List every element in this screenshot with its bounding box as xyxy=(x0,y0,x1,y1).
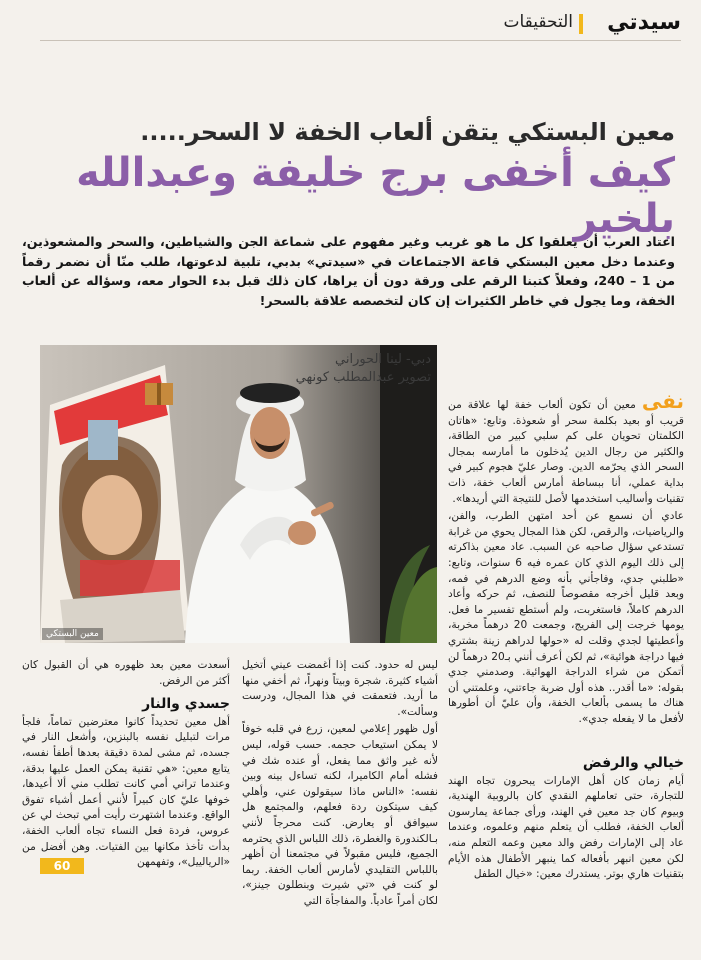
paragraph: أهل معين تحديداً كانوا معترضين تماماً، فلجأ مرات لتبليل نفسه بالبنزين، وأشعل النار في جسده، ثم مشى لمدة دقيقة بعدها أطفأ نفسه، يتابع معين: «هي تقنية يمكن العمل عليها بدقة، وعندما تراني أمي كانت تطلب مني ألا أعيدها، خوفها عليّ كان كبيراً لأنني أعمل أشياء تفوق الواقع. وعندما اشتهرت رأيت أمي تبحث لي عن عروس، فردة فعل النساء تجاه ألعاب الخفة، بدأت تأخذ مكانها بين الفتيات. وهن أفضل من «الريالييل»، وتفهمهن xyxy=(22,715,230,869)
credit-photographer: تصوير عبدالمطلب كونهي xyxy=(295,370,431,385)
photo-illustration xyxy=(40,345,437,643)
header-rule xyxy=(40,40,681,41)
paragraph: أسعدت معين بعد ظهوره هي أن القبول كان أكثر من الرفض. xyxy=(22,659,230,687)
column-right-bottom xyxy=(448,748,684,885)
article-subtitle: معين البستكي يتقن ألعاب الخفة لا السحر..... xyxy=(140,118,675,146)
article-photo xyxy=(40,345,437,643)
column-right-top xyxy=(448,389,684,729)
article-intro: اعتاد العرب أن يعلقوا كل ما هو غريب وغير مفهوم على شماعة الجن والشياطين، والسحر والمشعوذين، وعندما دخل معين البستكي قاعة الاجتماعات في «سيدتي» بدبي، تلبية لدعوتها، طلب منّا أن نضمر رقماً من 1 – 240، وفعلاً كتبنا الرقم على ورقة دون أن يراها، كان ذلك قبل بدء الحوار معه، وسؤاله عن ألعاب الخفة، وما يجول في خاطر الكثيرات إن كان لتخصصه علاقة بالسحر! xyxy=(22,234,676,308)
paragraph xyxy=(448,389,684,507)
paragraph: أول ظهور إعلامي لمعين، زرع في قلبه خوفاً لا يمكن استيعاب حجمه. حسب قوله، ليس لأنه غير واثق مما يفعل، أو عنده شك في فشله أمام الكاميرا، لكنه تساءل بينه وبين نفسه: «الناس ماذا سيقولون عني، وأهلي كيف سيتكون ردة فعلهم، والمجتمع هل سيوافق أو يعارض. كنت محرجاً لأنني بـالكندورة والغطرة، ذلك اللباس الذي يحترمه الجميع، فليس مقبولاً في مجتمعنا أن أظهر باللباس التقليدي لأمارس ألعاب الخفة. ربما لو كنت في «تي شيرت وبنطلون جينز»، لكان أمراً عادياً. والمفاجأة التي xyxy=(242,723,438,907)
photo-caption: معين البستكي xyxy=(42,628,103,640)
column-left xyxy=(22,658,230,873)
section-heading: خيالي والرفض xyxy=(582,755,684,771)
section-label: التحقيقات xyxy=(503,12,573,32)
paragraph: ليس له حدود. كنت إذا أغمضت عيني أتخيل أشياء كثيرة. شجرة وبيتاً ونهراً، ثم أخفي منها ما أريد. فتعمقت في هذا المجال، ودرست وسألت». xyxy=(242,659,438,718)
paragraph-text: معين أن تكون ألعاب خفة لها علاقة من قريب أو بعيد بكلمة سحر أو شعوذة. وتابع: «هاتان الكلمتان تحويان على كم سلبي كبير من الطاقة، والكثير من رجال الدين يُدخلون ما أمارسه بمجال السحر الذي يحرّمه الدين. وصار عليّ هجوم كبير في بداية عملي، أنا ببساطة أمارس ألعاب خفة، ذات تقنيات وأساليب استخدمها لأصل للنتيجة التي أريدها». xyxy=(448,399,684,505)
paragraph: أيام زمان كان أهل الإمارات يبحرون تجاه الهند للتجارة، حتى تعاملهم النقدي كان بالروبية الهندية، وبيوم كان جد معين في الهند، ورأى جماعة يمارسون ألعاب الخفة، فطلب أن يتعلم منهم وعلموه، وعندما عاد إلى الإمارات رفض والد معين وعمه التعلم منه، لكن معين انبهر بأفعاله كما ينبهر الأطفال هذه الأيام بتقنيات هاري بوتر. يستدرك معين: «خيال الطفل xyxy=(448,774,684,881)
credit-writer: دبي- لينا الحوراني xyxy=(335,352,431,367)
paragraph: عادي أن نسمع عن أحد امتهن الطرب، والفن، والرياضيات، والرقص، لكن هذا المجال يحوي من غرابة تستدعي سؤال صاحبه عن السبب. عاد معين بذاكرته إلى ذلك اليوم الذي كان عمره فيه 6 سنوات، وتابع: «طلبني جدي، وفاجأني بأنه وضع الدرهم في فمه، وبعد قليل أخرجه مقصوصاً للنصف، ثم حركه وأعاد الدرهم كاملاً، فاستغربت، ولم أستطع تفسير ما فعل. يومها خرجت إلى الفريج، وجمعت 20 درهماً مخربة، وأعطيتها لجدي وقلت له «حولها لدراهم زينة بشتري فيها دراجة هوائية»، ثم لكن أعرف أنني بـ20 درهماً لن أتمكن من شراء الدراجة الهوائية. وصدمني جدي بقوله: «ما أقدر.. هذه أول ضربة جاءتني، وعلمتني أن هناك ما يسمى بألعاب الخفة، وأن عليّ أن أطورها لأفعل ما لا يفعله جدي». xyxy=(448,510,684,725)
page-number: 60 xyxy=(40,858,84,874)
drop-word: نفى xyxy=(641,389,684,413)
column-middle xyxy=(242,658,438,912)
magazine-cover xyxy=(40,365,190,643)
article-title: كيف أخفى برج خليفة وعبدالله بلخير xyxy=(76,150,675,242)
brand-logo: سيدتي xyxy=(607,10,681,35)
section-heading: جسدي والنار xyxy=(142,696,230,713)
header-divider xyxy=(579,14,583,34)
